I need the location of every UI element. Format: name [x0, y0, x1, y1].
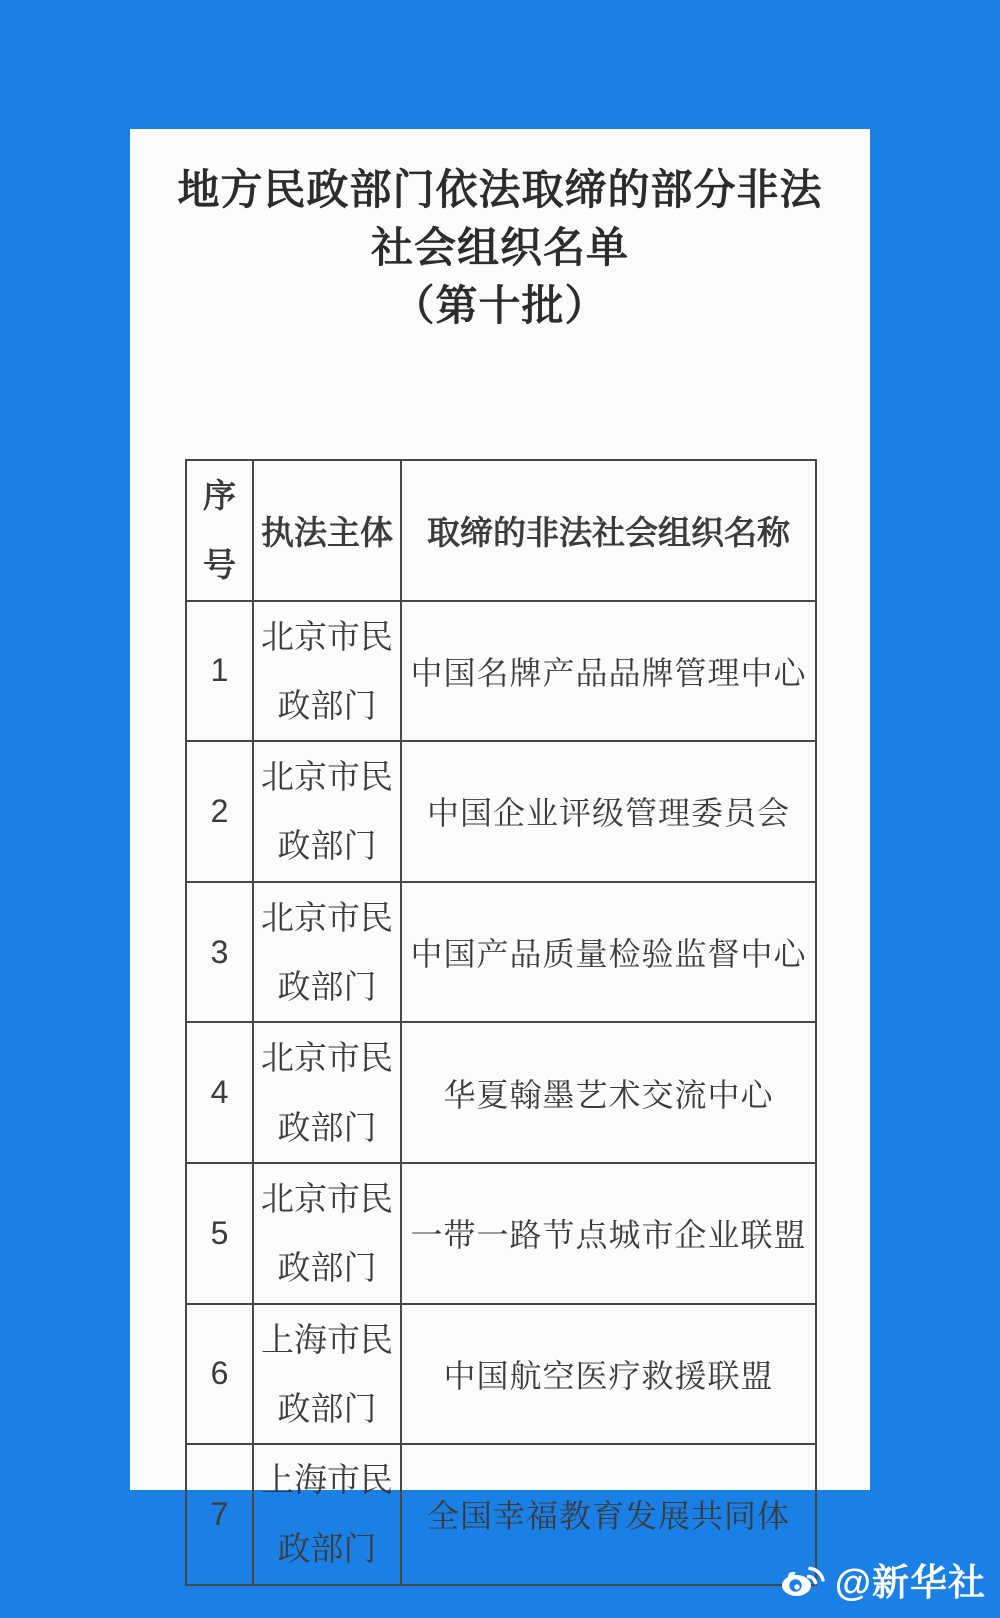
banned-orgs-table — [185, 459, 817, 1586]
watermark-handle: @新华社 — [834, 1562, 986, 1603]
row-organization-cell: 中国名牌产品品牌管理中心 — [401, 601, 816, 742]
row-organization-cell: 中国航空医疗救援联盟 — [401, 1304, 816, 1445]
weibo-icon — [779, 1560, 825, 1598]
table-row — [186, 601, 816, 742]
table-row — [186, 882, 816, 1023]
table-row — [186, 741, 816, 882]
row-index-cell: 6 — [186, 1304, 253, 1445]
poster-card — [130, 129, 870, 1568]
table-row — [186, 1444, 816, 1585]
title-line-3: （第十批） — [392, 282, 608, 329]
row-index-cell: 5 — [186, 1163, 253, 1304]
table-body — [186, 601, 816, 1585]
row-organization-cell: 中国企业评级管理委员会 — [401, 741, 816, 882]
row-organization-cell: 全国幸福教育发展共同体 — [401, 1444, 816, 1585]
header-cell-authority: 执法主体 — [253, 460, 401, 601]
row-authority-cell: 北京市民政部门 — [253, 1022, 401, 1163]
row-organization-cell: 中国产品质量检验监督中心 — [401, 882, 816, 1023]
title-line-1: 地方民政部门依法取缔的部分非法 — [177, 166, 823, 213]
table-header-row — [186, 460, 816, 601]
row-authority-cell: 上海市民政部门 — [253, 1304, 401, 1445]
title-line-2: 社会组织名单 — [370, 224, 629, 271]
table-row — [186, 1022, 816, 1163]
row-index-cell: 7 — [186, 1444, 253, 1585]
row-index-cell: 1 — [186, 601, 253, 742]
row-authority-cell: 上海市民政部门 — [253, 1444, 401, 1585]
row-index-cell: 3 — [186, 882, 253, 1023]
row-organization-cell: 华夏翰墨艺术交流中心 — [401, 1022, 816, 1163]
poster-title — [130, 161, 870, 335]
row-index-cell: 4 — [186, 1022, 253, 1163]
header-cell-index: 序号 — [186, 460, 253, 601]
row-authority-cell: 北京市民政部门 — [253, 601, 401, 742]
header-cell-organization: 取缔的非法社会组织名称 — [401, 460, 816, 601]
table-row — [186, 1304, 816, 1445]
row-authority-cell: 北京市民政部门 — [253, 741, 401, 882]
table-header — [186, 460, 816, 601]
row-organization-cell: 一带一路节点城市企业联盟 — [401, 1163, 816, 1304]
watermark — [779, 1552, 986, 1606]
table-row — [186, 1163, 816, 1304]
row-authority-cell: 北京市民政部门 — [253, 1163, 401, 1304]
row-index-cell: 2 — [186, 741, 253, 882]
row-authority-cell: 北京市民政部门 — [253, 882, 401, 1023]
